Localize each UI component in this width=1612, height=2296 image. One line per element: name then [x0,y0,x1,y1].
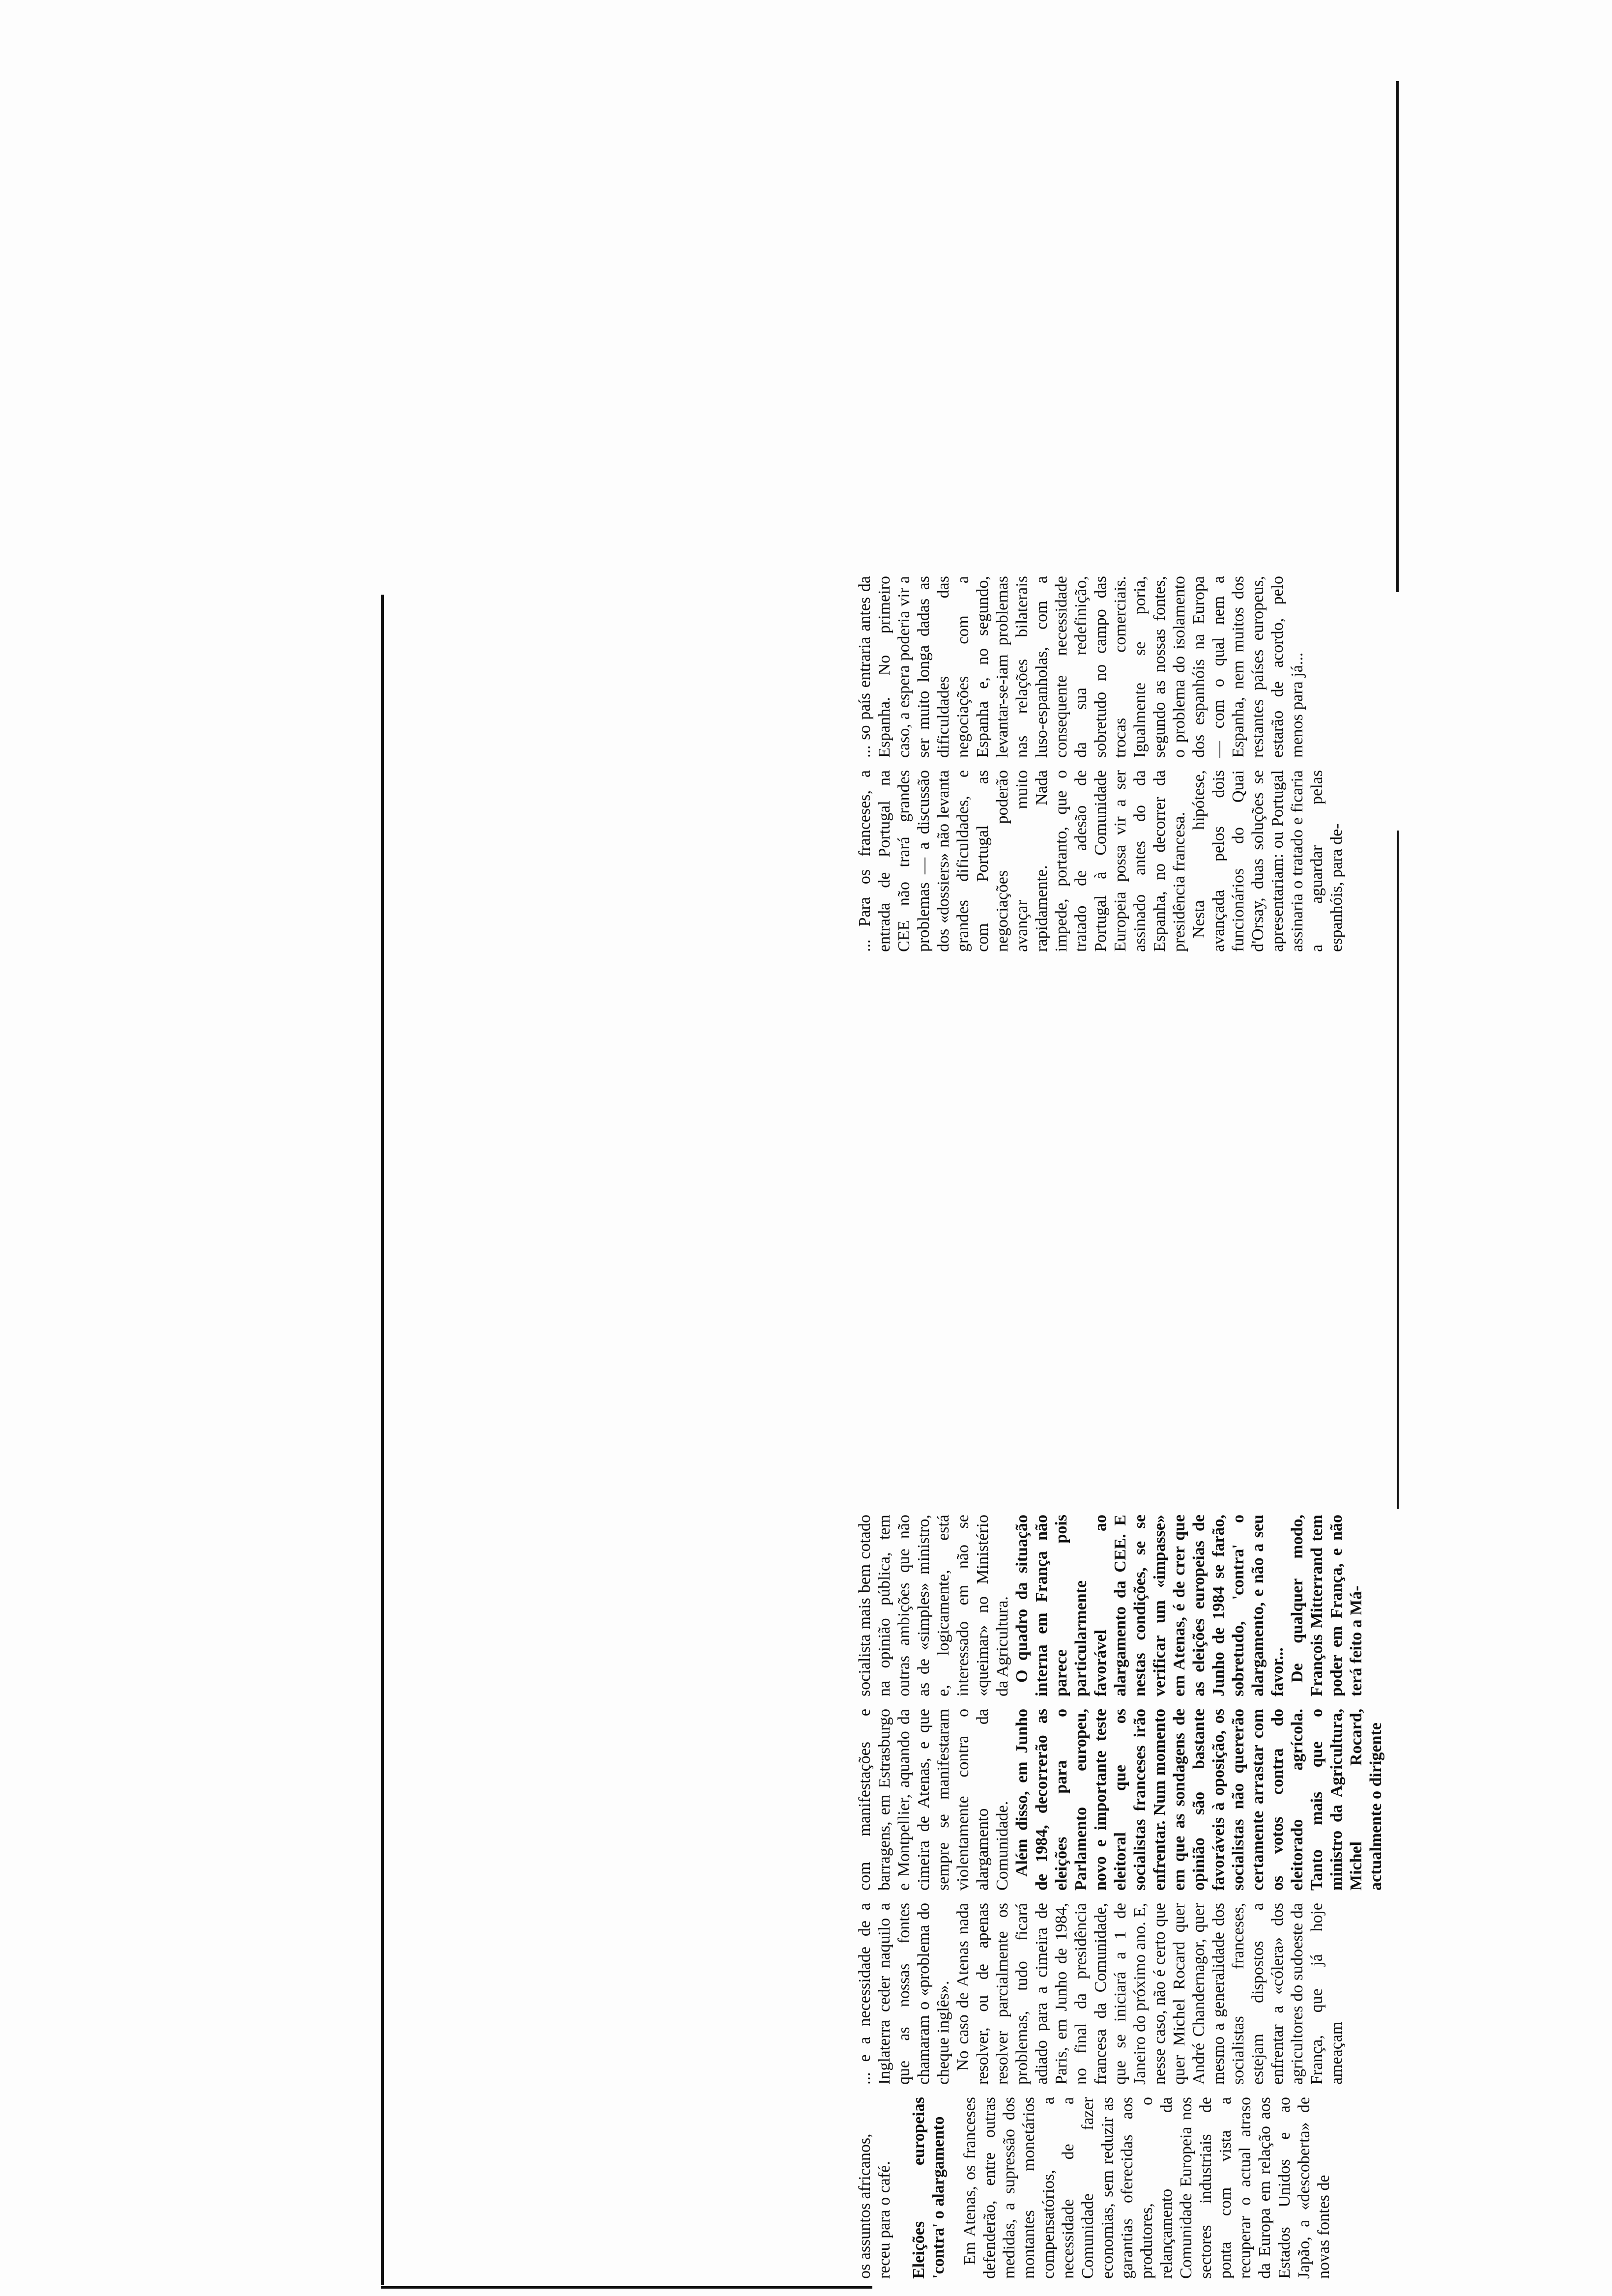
col5-paragraph-1: ... Para os franceses, a entrada de Portugal na CEE não trará grandes problemas — a discussão dos «dossiers» não levanta grandes dificuldades, e com Portugal as negociações poderão avançar muito rapidamente. Nada impede, portanto, que o tratado de adesão de Portugal à Comunidade Europeia possa vir a ser assinado antes do da Espanha, no decorrer da presidência francesa. [856,770,1188,952]
column-6 [855,576,1420,758]
section-heading: Eleições europeias 'contra' o alargamento [910,2097,948,2279]
article-lower-strip [855,1099,1420,2279]
col2-paragraph-1: ... e a necessidade de a Inglaterra ceder naquilo a que as nossas fontes chamaram o «problema do cheque inglês». [856,1903,952,2085]
article-upper-strip [855,313,1420,952]
rotated-article [855,116,1420,2279]
col1-line-2: receu para o café. [875,2161,893,2279]
col5-paragraph-2: Nesta hipótese, avançada pelos dois funcionários do Quai d'Orsay, duas soluções se apresentariam: ou Portugal assinaria o tratado e ficaria a aguardar pelas espanhóis, para de- [1190,770,1346,952]
column-3 [855,1709,1420,1891]
col6-paragraph-1: ... so país entraria antes da Espanha. No primeiro caso, a espera poderia vir a ser muito longa dadas as dificuldades das negociações com a Espanha e, no segundo, levantar-se-iam problemas nas relações bilaterais luso-espanholas, com a consequente necessidade da sua redefinição, sobretudo no campo das trocas comerciais. Igualmente se poria, segundo as nossas fontes, o problema do isolamento dos espanhóis na Europa — com o qual nem a Espanha, nem muitos dos restantes países europeus, estarão de acordo, pelo menos para já... [856,576,1306,758]
rule-left-top [381,2286,872,2289]
col3-paragraph-1: com manifestações e barragens, em Estrasburgo e Montpellier, aquando da cimeira de Atenas, e que sempre se manifestaram violentamente contra o alargamento da Comunidade. [856,1709,1011,1891]
col3-paragraph-2: Além disso, em Junho de 1984, decorrerão as eleições para o Parlamento europeu, novo e importante teste eleitoral que os socialistas franceses irão enfrentar. Num momento em que as sondagens de opinião são bastante favoráveis à oposição, os socialistas não quererão certamente arrastar com os votos contra do eleitorado agrícola. Tanto mais que o ministro da Agricultura, Michel Rocard, actualmente o dirigente [1013,1709,1385,1891]
column-1 [855,2097,1420,2279]
col2-paragraph-2: No caso de Atenas nada resolver, ou de apenas resolver parcialmente os problemas, tudo ficará adiado para a cimeira de Paris, em Junho de 1984, no final da presidência francesa da Comunidade, que se iniciará a 1 de Janeiro do próximo ano. E, nesse caso, não é certo que quer Michel Rocard quer André Chandernagor, quer mesmo a generalidade dos socialistas franceses, estejam dispostos a enfrentar a «cólera» dos agricultores do sudoeste da França, que já hoje ameaçam [954,1903,1346,2085]
rule-left-vertical [381,595,384,2285]
col4-paragraph-3: De qualquer modo, François Mitterrand tem poder em França, e não terá feito a Má- [1288,1515,1365,1696]
col4-paragraph-2: O quadro da situação interna em França não parece pois particularmente favorável ao alargamento da CEE. E nestas condições, se se verificar um «impasse» em Atenas, é de crer que as eleições europeias de Junho de 1984 se farão, sobretudo, 'contra' o alargamento, e não a seu favor... [1013,1515,1287,1696]
col1-line-1: os assuntos africanos, [856,2133,874,2279]
column-4 [855,1515,1420,1696]
rule-right-vertical [1396,81,1399,592]
rule-mid-vertical [1397,831,1399,1509]
column-5 [855,770,1420,952]
col1-paragraph: Em Atenas, os franceses defenderão, entre outras medidas, a supressão dos montantes monetários compensatórios, a necessidade de a Comunidade fazer economias, sem reduzir as garantias oferecidas aos produtores, o relançamento da Comunidade Europeia nos sectores industriais de ponta com vista a recuperar o actual atraso da Europa em relação aos Estados Unidos e ao Japão, a «descoberta» de novas fontes de [961,2097,1333,2279]
col4-paragraph-1: socialista mais bem cotado na opinião pública, tem outras ambições que não as de «simples» ministro, e, logicamente, está interessado em não se «queimar» no Ministério da Agricultura. [856,1515,1011,1696]
column-2 [855,1903,1420,2085]
